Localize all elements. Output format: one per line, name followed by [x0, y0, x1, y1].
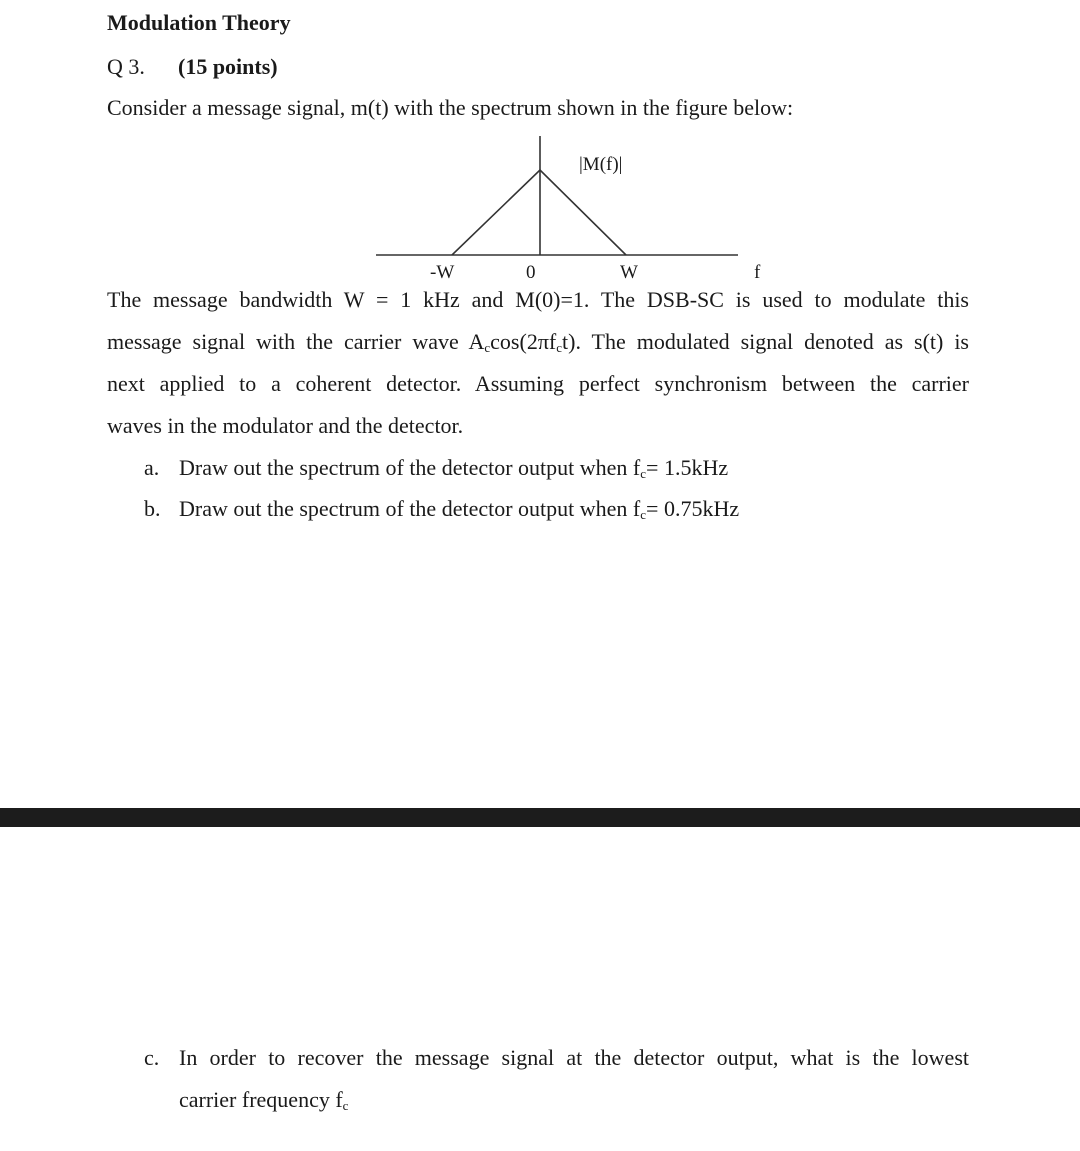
paragraph-line-2	[107, 329, 969, 355]
carrier-text-c: t). The modulated signal denoted as s(t) is	[562, 329, 969, 354]
item-a-value: = 1.5kHz	[646, 455, 729, 480]
item-b-value: = 0.75kHz	[646, 496, 740, 521]
question-number: Q 3.	[107, 54, 145, 79]
item-c-line-2	[179, 1087, 348, 1113]
carrier-text-a: message signal with the carrier wave A	[107, 329, 485, 354]
item-a-text	[179, 455, 728, 481]
paragraph-line-4: waves in the modulator and the detector.	[107, 413, 464, 438]
item-c-line-1: In order to recover the message signal at the detector output, what is the lowest	[179, 1045, 969, 1070]
item-b-letter: b.	[144, 496, 161, 521]
question-points: (15 points)	[178, 54, 278, 79]
carrier-text-b: cos(2πf	[490, 329, 557, 354]
carrier-sub-2: c	[556, 340, 563, 355]
tick-label-w: W	[620, 262, 638, 283]
tick-label-zero: 0	[526, 262, 536, 283]
paragraph-line-3: next applied to a coherent detector. Assuming perfect synchronism between the carrier	[107, 371, 969, 396]
paragraph-line-1: The message bandwidth W = 1 kHz and M(0)=1. The DSB-SC is used to modulate this	[107, 287, 969, 312]
item-a-sub: c	[640, 466, 647, 481]
intro-text: Consider a message signal, m(t) with the spectrum shown in the figure below:	[107, 95, 794, 120]
item-c-body: carrier frequency f	[179, 1087, 343, 1112]
axis-label-f: f	[754, 262, 761, 283]
carrier-sub-1: c	[484, 340, 491, 355]
item-c-sub: c	[342, 1098, 349, 1113]
item-a-body: Draw out the spectrum of the detector output when f	[179, 455, 641, 480]
spectrum-figure	[370, 128, 770, 288]
item-b-sub: c	[640, 507, 647, 522]
item-b-body: Draw out the spectrum of the detector output when f	[179, 496, 641, 521]
magnitude-label: |M(f)|	[579, 154, 623, 175]
triangle-spectrum	[452, 170, 626, 255]
item-a-letter: a.	[144, 455, 160, 480]
item-b-text	[179, 496, 739, 522]
divider-bar	[0, 808, 1080, 827]
tick-label-neg-w: -W	[430, 262, 455, 283]
section-title: Modulation Theory	[107, 10, 291, 35]
item-c-letter: c.	[144, 1045, 160, 1070]
